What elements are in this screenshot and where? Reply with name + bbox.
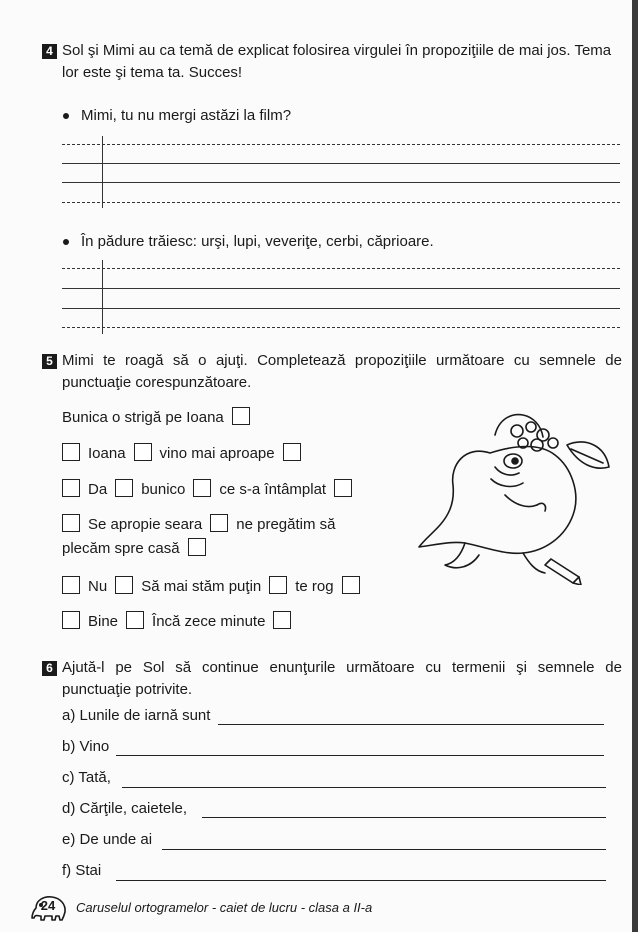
writing-line-dashed bbox=[62, 327, 620, 328]
exercise-6-instruction-line1: Ajută-l pe Sol să continue enunţurile următoare cu termenii şi semnele de bbox=[62, 659, 622, 676]
punctuation-box[interactable] bbox=[188, 538, 206, 556]
answer-line[interactable] bbox=[202, 817, 606, 818]
answer-line[interactable] bbox=[162, 849, 606, 850]
punctuation-box[interactable] bbox=[115, 576, 133, 594]
row-text: Bunica o strigă pe Ioana bbox=[62, 409, 224, 426]
exercise-5-row-1 bbox=[62, 407, 250, 428]
exercise-5-row-3 bbox=[62, 479, 352, 500]
bullet-icon bbox=[63, 239, 69, 245]
exercise-5-row-2 bbox=[62, 443, 301, 464]
exercise-4-sentence-1: Mimi, tu nu mergi astăzi la film? bbox=[81, 107, 292, 124]
exercise-5-number: 5 bbox=[42, 354, 57, 369]
exercise-5-row-4 bbox=[62, 514, 335, 535]
exercise-6-item-b: b) Vino bbox=[62, 738, 110, 755]
exercise-5-instruction-line2: punctuaţie corespunzătoare. bbox=[62, 374, 252, 391]
exercise-5-row-7 bbox=[62, 611, 291, 632]
exercise-5-row-5 bbox=[62, 538, 206, 559]
margin-line bbox=[102, 136, 103, 208]
row-text: Încă zece minute bbox=[152, 613, 266, 630]
page-edge-shadow bbox=[632, 0, 638, 932]
exercise-4-number: 4 bbox=[42, 44, 57, 59]
row-text: vino mai aproape bbox=[159, 445, 275, 462]
punctuation-box[interactable] bbox=[342, 576, 360, 594]
writing-line-dashed bbox=[62, 202, 620, 203]
writing-line-solid bbox=[62, 288, 620, 289]
exercise-6-item-a: a) Lunile de iarnă sunt bbox=[62, 707, 211, 724]
cartoon-character-illustration bbox=[395, 405, 625, 585]
exercise-5-row-6 bbox=[62, 576, 360, 597]
exercise-5-instruction-line1: Mimi te roagă să o ajuţi. Completează propoziţiile următoare cu semnele de bbox=[62, 352, 622, 369]
writing-line-solid bbox=[62, 163, 620, 164]
exercise-4-instruction-line2: lor este şi tema ta. Succes! bbox=[62, 64, 243, 81]
row-text: Da bbox=[88, 481, 108, 498]
punctuation-box[interactable] bbox=[273, 611, 291, 629]
exercise-6-item-e: e) De unde ai bbox=[62, 831, 153, 848]
punctuation-box[interactable] bbox=[62, 443, 80, 461]
row-text: te rog bbox=[295, 578, 334, 595]
punctuation-box[interactable] bbox=[115, 479, 133, 497]
row-text: ne pregătim să bbox=[236, 516, 336, 533]
punctuation-box[interactable] bbox=[232, 407, 250, 425]
punctuation-box[interactable] bbox=[210, 514, 228, 532]
punctuation-box[interactable] bbox=[334, 479, 352, 497]
margin-line bbox=[102, 260, 103, 334]
punctuation-box[interactable] bbox=[62, 576, 80, 594]
punctuation-box[interactable] bbox=[62, 479, 80, 497]
row-text: Se apropie seara bbox=[88, 516, 203, 533]
row-text: Să mai stăm puţin bbox=[141, 578, 262, 595]
writing-line-dashed bbox=[62, 144, 620, 145]
row-text: Bine bbox=[88, 613, 119, 630]
answer-line[interactable] bbox=[116, 755, 604, 756]
exercise-6-item-f: f) Stai bbox=[62, 862, 102, 879]
row-text: plecăm spre casă bbox=[62, 540, 180, 557]
row-text: ce s-a întâmplat bbox=[219, 481, 327, 498]
punctuation-box[interactable] bbox=[283, 443, 301, 461]
exercise-4-sentence-2: În pădure trăiesc: urşi, lupi, veveriţe, cerbi, căprioare. bbox=[81, 233, 434, 250]
exercise-6-item-c: c) Tată, bbox=[62, 769, 111, 786]
punctuation-box[interactable] bbox=[134, 443, 152, 461]
punctuation-box[interactable] bbox=[62, 611, 80, 629]
writing-line-solid bbox=[62, 308, 620, 309]
row-text: bunico bbox=[141, 481, 186, 498]
bullet-icon bbox=[63, 113, 69, 119]
punctuation-box[interactable] bbox=[126, 611, 144, 629]
writing-line-solid bbox=[62, 182, 620, 183]
exercise-6-number: 6 bbox=[42, 661, 57, 676]
punctuation-box[interactable] bbox=[193, 479, 211, 497]
exercise-6-item-d: d) Cărţile, caietele, bbox=[62, 800, 188, 817]
row-text: Nu bbox=[88, 578, 108, 595]
exercise-4-instruction-line1: Sol şi Mimi au ca temă de explicat folosirea virgulei în propoziţiile de mai jos. Tema bbox=[62, 42, 612, 59]
punctuation-box[interactable] bbox=[62, 514, 80, 532]
answer-line[interactable] bbox=[116, 880, 606, 881]
exercise-6-instruction-line2: punctuaţie potrivite. bbox=[62, 681, 193, 698]
answer-line[interactable] bbox=[122, 787, 606, 788]
answer-line[interactable] bbox=[218, 724, 604, 725]
writing-line-dashed bbox=[62, 268, 620, 269]
punctuation-box[interactable] bbox=[269, 576, 287, 594]
row-text: Ioana bbox=[88, 445, 126, 462]
book-title: Caruselul ortogramelor - caiet de lucru - clasa a II-a bbox=[76, 900, 373, 915]
page-number: 24 bbox=[40, 898, 56, 913]
